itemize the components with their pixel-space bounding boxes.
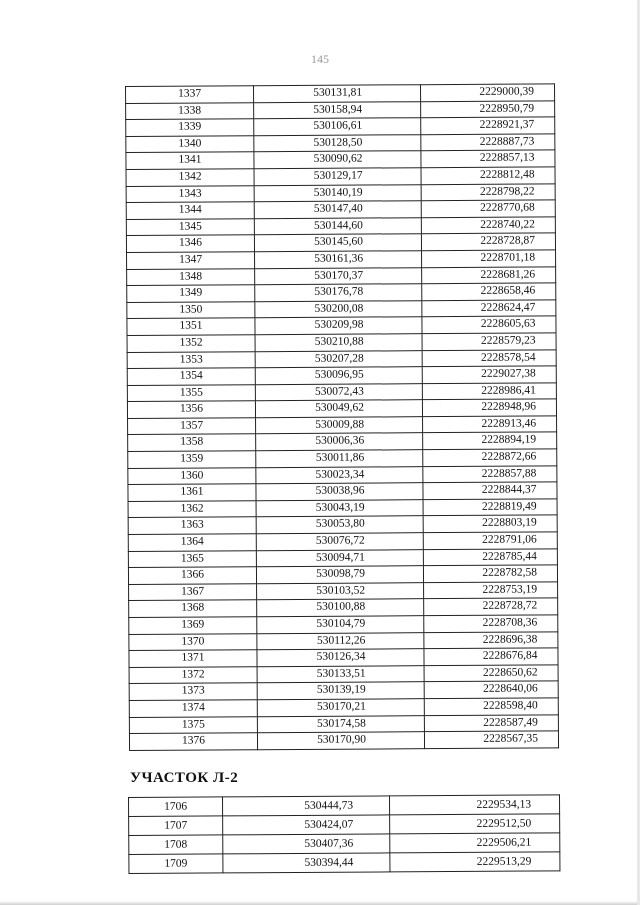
point-number-cell: 1340 [126,135,254,152]
x-coordinate-cell: 530094,71 [256,549,423,567]
table-row [127,399,556,418]
y-coordinate-cell: 2229027,38 [422,366,556,383]
table-row [129,665,558,684]
x-coordinate-cell: 530023,34 [256,466,423,484]
x-coordinate-cell: 530009,88 [256,417,423,435]
point-number-cell: 1354 [127,368,255,385]
y-coordinate-cell: 2228872,66 [423,449,557,466]
x-coordinate-cell: 530038,96 [256,483,423,501]
section-heading: УЧАСТОК Л-2 [130,770,239,786]
y-coordinate-cell: 2228587,49 [424,714,558,731]
table-row [129,631,558,650]
y-coordinate-cell: 2228578,54 [422,349,556,366]
y-coordinate-cell: 2229506,21 [390,833,560,853]
y-coordinate-cell: 2228579,23 [422,333,556,350]
table-row [126,134,555,153]
x-coordinate-cell: 530131,81 [254,85,421,103]
point-number-cell: 1375 [129,716,257,733]
point-number-cell: 1362 [128,501,256,518]
table-row [126,183,555,202]
y-coordinate-cell: 2228798,22 [421,183,555,200]
y-coordinate-cell: 2228785,44 [423,548,557,565]
x-coordinate-cell: 530207,28 [255,350,422,368]
table-row [129,852,560,874]
table-row [127,300,556,319]
table-row [126,233,555,252]
scan-bottom-edge [0,901,640,905]
table-row [129,648,558,667]
x-coordinate-cell: 530158,94 [254,101,421,119]
y-coordinate-cell: 2228844,37 [423,482,557,499]
table-row [129,615,558,634]
point-number-cell: 1373 [129,683,257,700]
x-coordinate-cell: 530126,34 [257,649,424,667]
y-coordinate-cell: 2229513,29 [390,852,560,872]
y-coordinate-cell: 2228681,26 [422,266,556,283]
table-row [128,515,557,534]
point-number-cell: 1337 [126,86,254,103]
y-coordinate-cell: 2228650,62 [424,665,558,682]
point-number-cell: 1358 [128,434,256,451]
point-number-cell: 1360 [128,467,256,484]
point-number-cell: 1707 [129,816,223,836]
y-coordinate-cell: 2228740,22 [421,217,555,234]
x-coordinate-cell: 530129,17 [254,168,421,186]
table-row [128,565,557,584]
table-row [129,681,558,700]
point-number-cell: 1341 [126,152,254,169]
x-coordinate-cell: 530133,51 [257,665,424,683]
point-number-cell: 1348 [127,268,255,285]
table-row [128,449,557,468]
point-number-cell: 1357 [128,418,256,435]
point-number-cell: 1371 [129,650,257,667]
point-number-cell: 1366 [128,567,256,584]
point-number-cell: 1376 [129,733,257,750]
point-number-cell: 1374 [129,700,257,717]
y-coordinate-cell: 2228812,48 [421,167,555,184]
x-coordinate-cell: 530006,36 [256,433,423,451]
x-coordinate-cell: 530407,36 [223,834,390,854]
y-coordinate-cell: 2228728,87 [421,233,555,250]
table-row [129,814,560,836]
x-coordinate-cell: 530100,88 [257,599,424,617]
x-coordinate-cell: 530049,62 [255,400,422,418]
x-coordinate-cell: 530139,19 [257,682,424,700]
y-coordinate-cell: 2228894,19 [423,432,557,449]
y-coordinate-cell: 2228791,06 [423,532,557,549]
section-coordinates-table-body [129,795,560,874]
y-coordinate-cell: 2228782,58 [423,565,557,582]
point-number-cell: 1345 [126,218,254,235]
x-coordinate-cell: 530090,62 [254,151,421,169]
coordinates-table [125,83,559,750]
table-row [127,316,556,335]
x-coordinate-cell: 530106,61 [254,118,421,136]
point-number-cell: 1339 [126,119,254,136]
table-row [127,383,556,402]
x-coordinate-cell: 530174,58 [257,715,424,733]
point-number-cell: 1367 [129,584,257,601]
y-coordinate-cell: 2228803,19 [423,515,557,532]
y-coordinate-cell: 2228950,79 [421,100,555,117]
point-number-cell: 1364 [128,534,256,551]
table-row [129,598,558,617]
x-coordinate-cell: 530140,19 [254,184,421,202]
x-coordinate-cell: 530076,72 [256,533,423,551]
table-row [126,117,555,136]
x-coordinate-cell: 530011,86 [256,450,423,468]
x-coordinate-cell: 530424,07 [223,815,390,835]
x-coordinate-cell: 530147,40 [254,201,421,219]
point-number-cell: 1347 [127,252,255,269]
table-row [126,167,555,186]
x-coordinate-cell: 530176,78 [255,284,422,302]
x-coordinate-cell: 530103,52 [257,582,424,600]
y-coordinate-cell: 2228696,38 [424,631,558,648]
y-coordinate-cell: 2228913,46 [423,416,557,433]
y-coordinate-cell: 2228770,68 [421,200,555,217]
table-row [128,499,557,518]
x-coordinate-cell: 530209,98 [255,317,422,335]
table-row [127,366,556,385]
page-number: 145 [311,52,329,66]
point-number-cell: 1342 [126,169,254,186]
point-number-cell: 1370 [129,633,257,650]
table-row [129,698,558,717]
point-number-cell: 1369 [129,617,257,634]
y-coordinate-cell: 2228676,84 [424,648,558,665]
x-coordinate-cell: 530053,80 [256,516,423,534]
point-number-cell: 1706 [129,797,223,817]
table-row [128,416,557,435]
y-coordinate-cell: 2228857,88 [423,466,557,483]
x-coordinate-cell: 530394,44 [223,853,390,873]
y-coordinate-cell: 2228887,73 [421,134,555,151]
y-coordinate-cell: 2228598,40 [424,698,558,715]
y-coordinate-cell: 2228605,63 [422,316,556,333]
x-coordinate-cell: 530112,26 [257,632,424,650]
table-row [128,532,557,551]
y-coordinate-cell: 2228708,36 [424,615,558,632]
point-number-cell: 1344 [126,202,254,219]
coordinates-table-body [126,84,559,750]
x-coordinate-cell: 530170,21 [257,699,424,717]
point-number-cell: 1709 [129,854,223,874]
point-number-cell: 1361 [128,484,256,501]
point-number-cell: 1343 [126,185,254,202]
x-coordinate-cell: 530444,73 [223,796,390,816]
y-coordinate-cell: 2228701,18 [422,250,556,267]
table-row [128,466,557,485]
table-row [126,150,555,169]
table-row [129,833,560,855]
y-coordinate-cell: 2228624,47 [422,300,556,317]
y-coordinate-cell: 2228567,35 [424,731,558,748]
x-coordinate-cell: 530043,19 [256,500,423,518]
table-row [126,217,555,236]
table-row [129,714,558,733]
y-coordinate-cell: 2228753,19 [424,582,558,599]
table-row [128,548,557,567]
x-coordinate-cell: 530210,88 [255,334,422,352]
point-number-cell: 1338 [126,102,254,119]
y-coordinate-cell: 2228857,13 [421,150,555,167]
point-number-cell: 1356 [127,401,255,418]
y-coordinate-cell: 2229512,50 [390,814,560,834]
table-row [127,349,556,368]
x-coordinate-cell: 530145,60 [254,234,421,252]
table-row [126,200,555,219]
table-row [127,283,556,302]
table-row [127,333,556,352]
x-coordinate-cell: 530170,37 [255,267,422,285]
point-number-cell: 1365 [128,550,256,567]
x-coordinate-cell: 530098,79 [256,566,423,584]
point-number-cell: 1346 [126,235,254,252]
x-coordinate-cell: 530200,08 [255,300,422,318]
x-coordinate-cell: 530161,36 [255,251,422,269]
point-number-cell: 1372 [129,666,257,683]
y-coordinate-cell: 2228819,49 [423,499,557,516]
section-coordinates-table [128,794,560,874]
y-coordinate-cell: 2228921,37 [421,117,555,134]
x-coordinate-cell: 530104,79 [257,616,424,634]
table-row [126,100,555,119]
x-coordinate-cell: 530170,90 [257,732,424,750]
table-row [127,266,556,285]
table-row [126,84,555,103]
table-row [129,795,560,817]
y-coordinate-cell: 2228728,72 [424,598,558,615]
x-coordinate-cell: 530144,60 [254,217,421,235]
point-number-cell: 1352 [127,335,255,352]
x-coordinate-cell: 530128,50 [254,134,421,152]
y-coordinate-cell: 2228948,96 [422,399,556,416]
point-number-cell: 1350 [127,301,255,318]
point-number-cell: 1355 [127,384,255,401]
point-number-cell: 1368 [129,600,257,617]
y-coordinate-cell: 2229000,39 [420,84,554,101]
x-coordinate-cell: 530072,43 [255,383,422,401]
point-number-cell: 1353 [127,351,255,368]
y-coordinate-cell: 2228986,41 [422,383,556,400]
point-number-cell: 1359 [128,451,256,468]
point-number-cell: 1363 [128,517,256,534]
table-row [127,250,556,269]
y-coordinate-cell: 2229534,13 [389,795,559,815]
point-number-cell: 1708 [129,835,223,855]
point-number-cell: 1349 [127,285,255,302]
point-number-cell: 1351 [127,318,255,335]
table-row [129,731,558,750]
x-coordinate-cell: 530096,95 [255,367,422,385]
table-row [129,582,558,601]
table-row [128,432,557,451]
y-coordinate-cell: 2228658,46 [422,283,556,300]
table-row [128,482,557,501]
y-coordinate-cell: 2228640,06 [424,681,558,698]
